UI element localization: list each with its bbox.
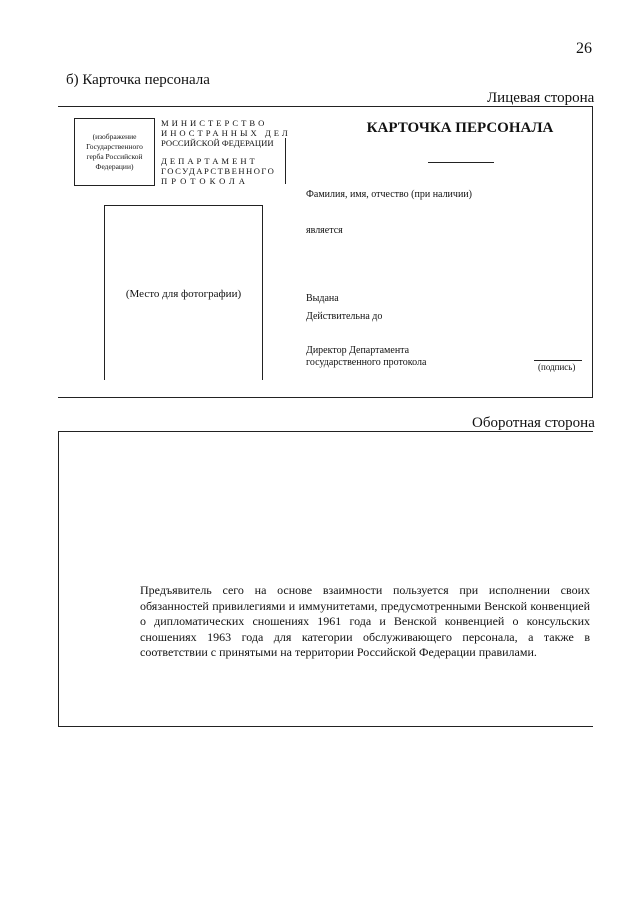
page-number: 26: [576, 40, 592, 57]
back-card: [58, 431, 593, 727]
emblem-placeholder-text: (изображение Государственного герба Российской Федерации): [86, 132, 143, 171]
org-line-ministry: МИНИСТЕРСТВО: [161, 118, 268, 128]
card-title: КАРТОЧКА ПЕРСОНАЛА: [366, 120, 554, 136]
photo-placeholder: [104, 205, 263, 380]
org-line-russian-federation: РОССИЙСКОЙ ФЕДЕРАЦИИ: [161, 138, 274, 148]
field-valid-until: Действительна до: [306, 311, 383, 322]
signature-caption: (подпись): [538, 362, 576, 372]
card-number-line: [428, 162, 494, 163]
signature-line: [534, 360, 582, 361]
front-side-label: Лицевая сторона: [487, 90, 595, 106]
org-line-foreign-affairs: ИНОСТРАННЫХ ДЕЛ: [161, 128, 291, 138]
issuer-divider: [285, 138, 286, 184]
issuer-block: [161, 118, 291, 186]
field-director: [306, 345, 426, 369]
back-side-label: Оборотная сторона: [472, 415, 595, 431]
section-heading: б) Карточка персонала: [66, 72, 210, 88]
field-issued: Выдана: [306, 293, 339, 304]
photo-placeholder-text: (Место для фотографии): [125, 288, 242, 300]
field-is: является: [306, 225, 343, 236]
org-line-state: ГОСУДАРСТВЕННОГО: [161, 166, 276, 176]
director-line-1: Директор Департамента: [306, 345, 410, 356]
org-line-department: ДЕПАРТАМЕНТ: [161, 156, 258, 166]
field-full-name: Фамилия, имя, отчество (при наличии): [306, 189, 472, 200]
back-statement: Предъявитель сего на основе взаимности пользуется при исполнении своих обязанностей привилегиями и иммунитетами, предусмотренными Венской конвенцией о дипломатических сношениях 1961 года и Венской конвенцией о консульских сношениях 1963 года для категории обслуживающего персонала, а также в соответствии с принятыми на территории Российской Федерации правилами.: [140, 583, 590, 659]
org-line-protocol: ПРОТОКОЛА: [161, 176, 249, 186]
director-line-2: государственного протокола: [306, 357, 427, 368]
emblem-placeholder: [74, 118, 155, 186]
